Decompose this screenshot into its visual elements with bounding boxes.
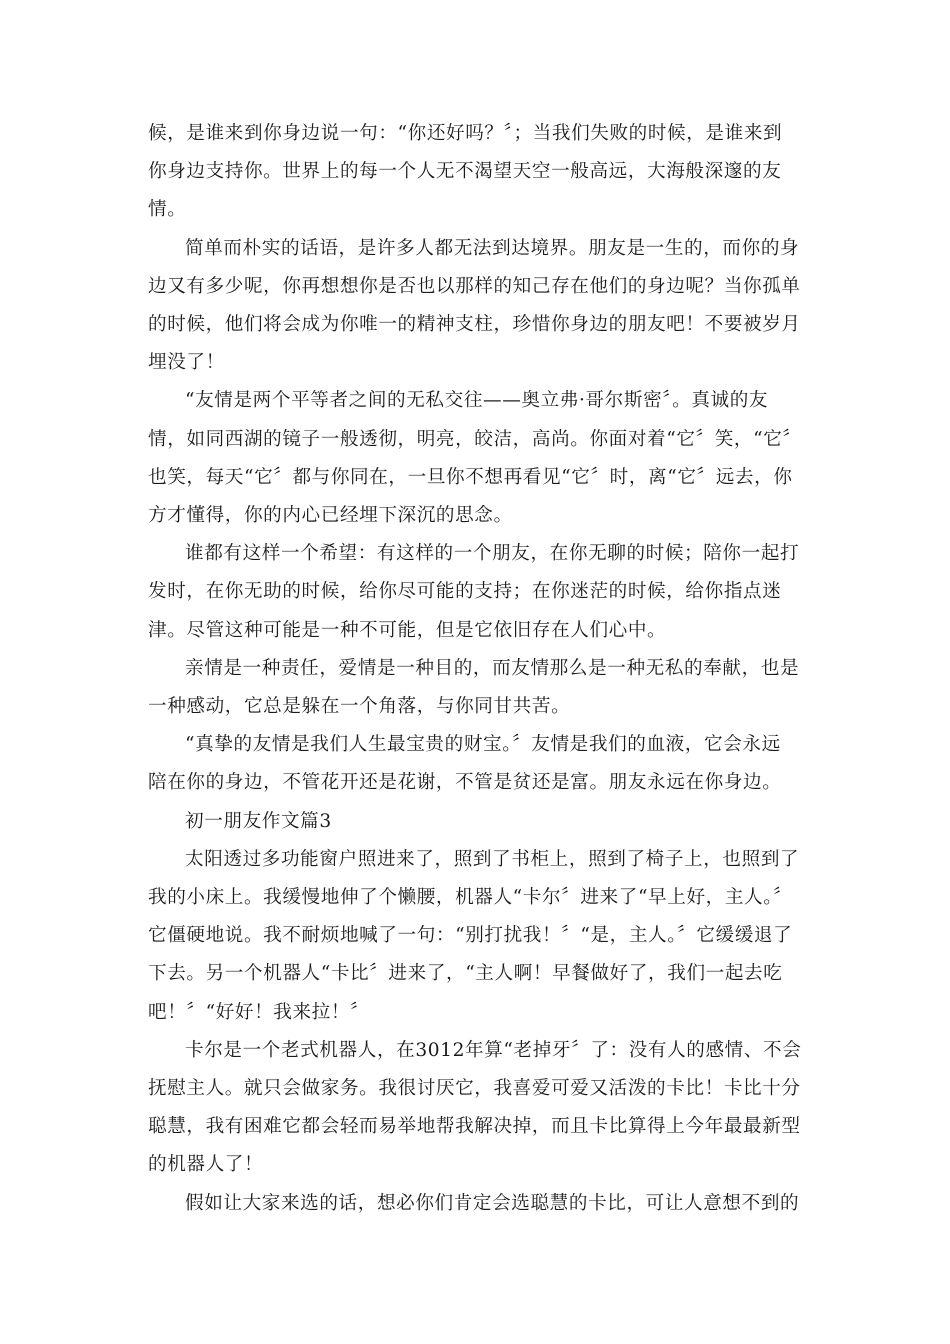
paragraph (148, 230, 802, 383)
paragraph (148, 382, 802, 535)
text-line: 发时，在你无助的时候，给你尽可能的支持；在你迷茫的时候，给你指点迷 (148, 581, 782, 603)
text-line: 边又有多少呢，你再想想你是否也以那样的知己存在他们的身边呢？当你孤单 (148, 275, 801, 297)
text-line: 埋没了！ (148, 352, 225, 374)
text-line: 吧！〞“好好！我来拉！〞 (148, 1001, 370, 1023)
text-line: 它僵硬地说。我不耐烦地喊了一句：“别打扰我！〞“是，主人。〞它缓缓退了 (148, 925, 793, 947)
text-line: 假如让大家来选的话，想必你们肯定会选聪慧的卡比，可让人意想不到的 (185, 1192, 800, 1214)
text-line: 聪慧，我有困难它都会轻而易举地帮我解决掉，而且卡比算得上今年最最新型 (148, 1116, 801, 1138)
text-line: 也笑，每天“它〞都与你同在，一旦你不想再看见“它〞时，离“它〞远去，你 (148, 466, 793, 488)
text-line: 我的小床上。我缓慢地伸了个懒腰，机器人“卡尔〞进来了“早上好，主人。〞 (148, 887, 793, 909)
paragraph (148, 803, 802, 841)
paragraph (148, 535, 802, 650)
text-line: 抚慰主人。就只会做家务。我很讨厌它，我喜爱可爱又活泼的卡比！卡比十分 (148, 1078, 801, 1100)
text-line: 的机器人了！ (148, 1154, 264, 1176)
paragraph (148, 650, 802, 726)
text-line: 下去。另一个机器人“卡比〞进来了，“主人啊！早餐做好了，我们一起去吃 (148, 963, 783, 985)
text-line: 谁都有这样一个希望：有这样的一个朋友，在你无聊的时候；陪你一起打 (185, 543, 800, 565)
text-line: 陪在你的身边，不管花开还是花谢，不管是贫还是富。朋友永远在你身边。 (148, 772, 782, 794)
paragraph (148, 1185, 802, 1223)
text-line: 候，是谁来到你身边说一句：“你还好吗？〞；当我们失败的时候，是谁来到 (148, 123, 783, 144)
text-line: 的时候，他们将会成为你唯一的精神支柱，珍惜你身边的朋友吧！不要被岁月 (148, 314, 801, 336)
text-line: 简单而朴实的话语，是许多人都无法到达境界。朋友是一生的，而你的身 (185, 237, 800, 259)
text-line: 卡尔是一个老式机器人，在3012年算“老掉牙〞了：没有人的感情、不会 (185, 1039, 802, 1061)
text-line: 亲情是一种责任，爱情是一种目的，而友情那么是一种无私的奉献，也是 (185, 657, 800, 679)
paragraph (148, 841, 802, 1032)
paragraph (148, 115, 802, 230)
text-line: 津。尽管这种可能是一种不可能，但是它依旧存在人们心中。 (148, 619, 667, 641)
text-line: “友情是两个平等者之间的无私交往——奥立弗·哥尔斯密〞。真诚的友 (185, 390, 769, 412)
text-line: 情，如同西湖的镜子一般透彻，明亮，皎洁，高尚。你面对着“它〞笑，“它〞 (148, 428, 802, 450)
text-line: 初一朋友作文篇3 (185, 810, 332, 832)
paragraph (148, 1032, 802, 1185)
paragraph (148, 726, 802, 802)
text-line: “真挚的友情是我们人生最宝贵的财宝。〞友情是我们的血液，它会永远 (185, 734, 781, 756)
text-line: 一种感动，它总是躲在一个角落，与你同甘共苦。 (148, 696, 571, 718)
text-line: 太阳透过多功能窗户照进来了，照到了书柜上，照到了椅子上，也照到了 (185, 848, 800, 870)
document-body (148, 115, 802, 1223)
text-line: 情。 (148, 199, 187, 221)
text-line: 你身边支持你。世界上的每一个人无不渴望天空一般高远，大海般深邃的友 (148, 161, 782, 183)
text-line: 方才懂得，你的内心已经埋下深沉的思念。 (148, 505, 513, 527)
